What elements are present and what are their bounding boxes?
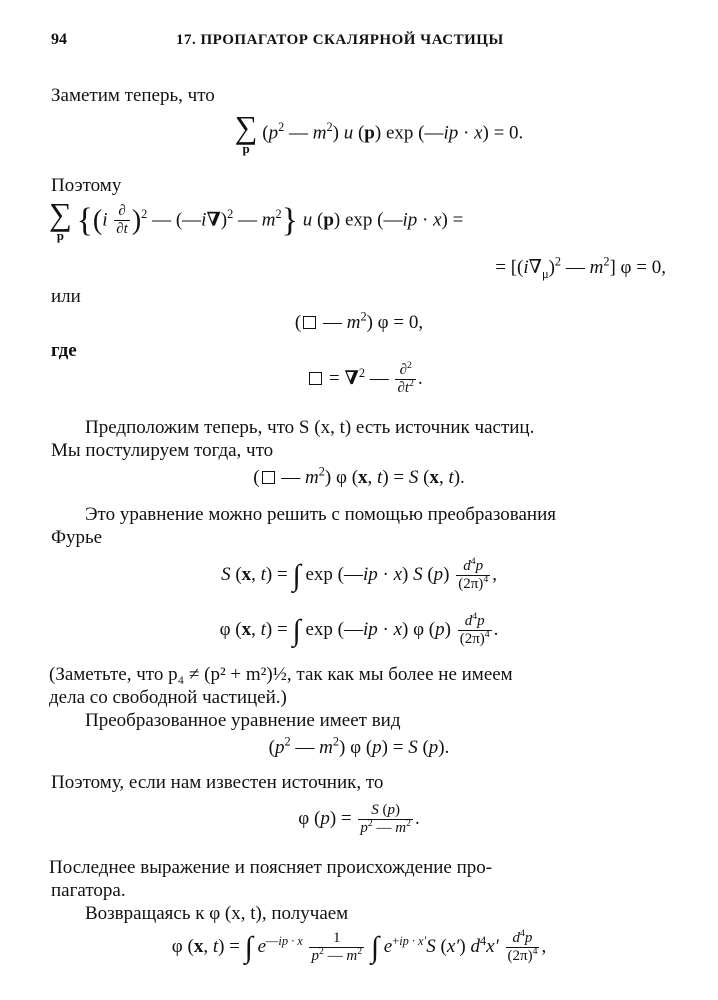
paragraph-line: Фурье: [51, 527, 103, 548]
paragraph-line: Преобразованное уравнение имеет вид: [85, 710, 401, 731]
running-title: 17. ПРОПАГАТОР СКАЛЯРНОЙ ЧАСТИЦЫ: [176, 32, 504, 48]
paragraph-line: Мы постулируем тогда, что: [51, 440, 274, 461]
equation-5: ( — $m^2$) φ (x, t) = S (x, t).: [253, 464, 465, 488]
equation-4: = ∇$^2$ — $\frac{\partial^2}{\partial t^2}$ .: [0, 362, 718, 398]
equation-3: ( — $m^2$) φ = 0,: [294, 309, 424, 333]
paragraph-line: Последнее выражение и поясняет происхождение про-: [49, 857, 493, 878]
paragraph-line: Предположим теперь, что S (x, t) есть источник частиц.: [85, 417, 535, 438]
equation-7: φ (x, t) = ∫ exp (—ip · x) φ (p) $\frac{d^4p}{(2\pi)^4}$ .: [219, 611, 499, 648]
paragraph-line: пагатора.: [51, 880, 126, 901]
paragraph-line: или: [51, 286, 81, 307]
equation-2-line-2: = [$(i\nabla_\mu)^2$ — $m^2$] φ = 0,: [495, 254, 666, 281]
paragraph-line: Поэтому: [51, 175, 122, 196]
page-number: 94: [51, 31, 67, 48]
equation-2-line-1: ∑ p {(i $\frac{\partial}{\partial t}$ )$^2$ — (—i∇)$^2$ — $m^2$} u (p) exp (—ip · x) =: [49, 196, 464, 243]
paragraph-line: (Заметьте, что p₄ ≠ (p² + m²)½, так как мы более не имеем: [49, 664, 513, 685]
paragraph-line: Поэтому, если нам известен источник, то: [51, 772, 384, 793]
equation-1: ∑ p ($p^2$ — $m^2$) u (p) exp (—ip · x) = 0.: [234, 109, 524, 156]
paragraph-line: Это уравнение можно решить с помощью преобразования: [85, 504, 556, 525]
paragraph-line: Заметим теперь, что: [51, 85, 215, 106]
equation-10: φ (x, t) = ∫ $e^{—ip \cdot x}$ $\frac{1}{p^2 — m^2}$ ∫ $e^{+ip \cdot x'}S$ (x′) $d^4x'$ $\frac{d^4p}{(2\pi)^4}$ ,: [171, 928, 547, 965]
equation-8: ($p^2$ — $m^2$) φ (p) = S (p).: [268, 734, 450, 758]
paragraph-line: где: [51, 340, 77, 361]
equation-9: φ (p) = $\frac{S (p)}{p^2 — m^2}$ .: [298, 802, 420, 837]
paragraph-line: Возвращаясь к φ (x, t), получаем: [85, 903, 349, 924]
paragraph-line: дела со свободной частицей.): [49, 687, 287, 708]
equation-6: S (x, t) = ∫ exp (—ip · x) S (p) $\frac{d^4p}{(2\pi)^4}$ ,: [221, 556, 497, 593]
